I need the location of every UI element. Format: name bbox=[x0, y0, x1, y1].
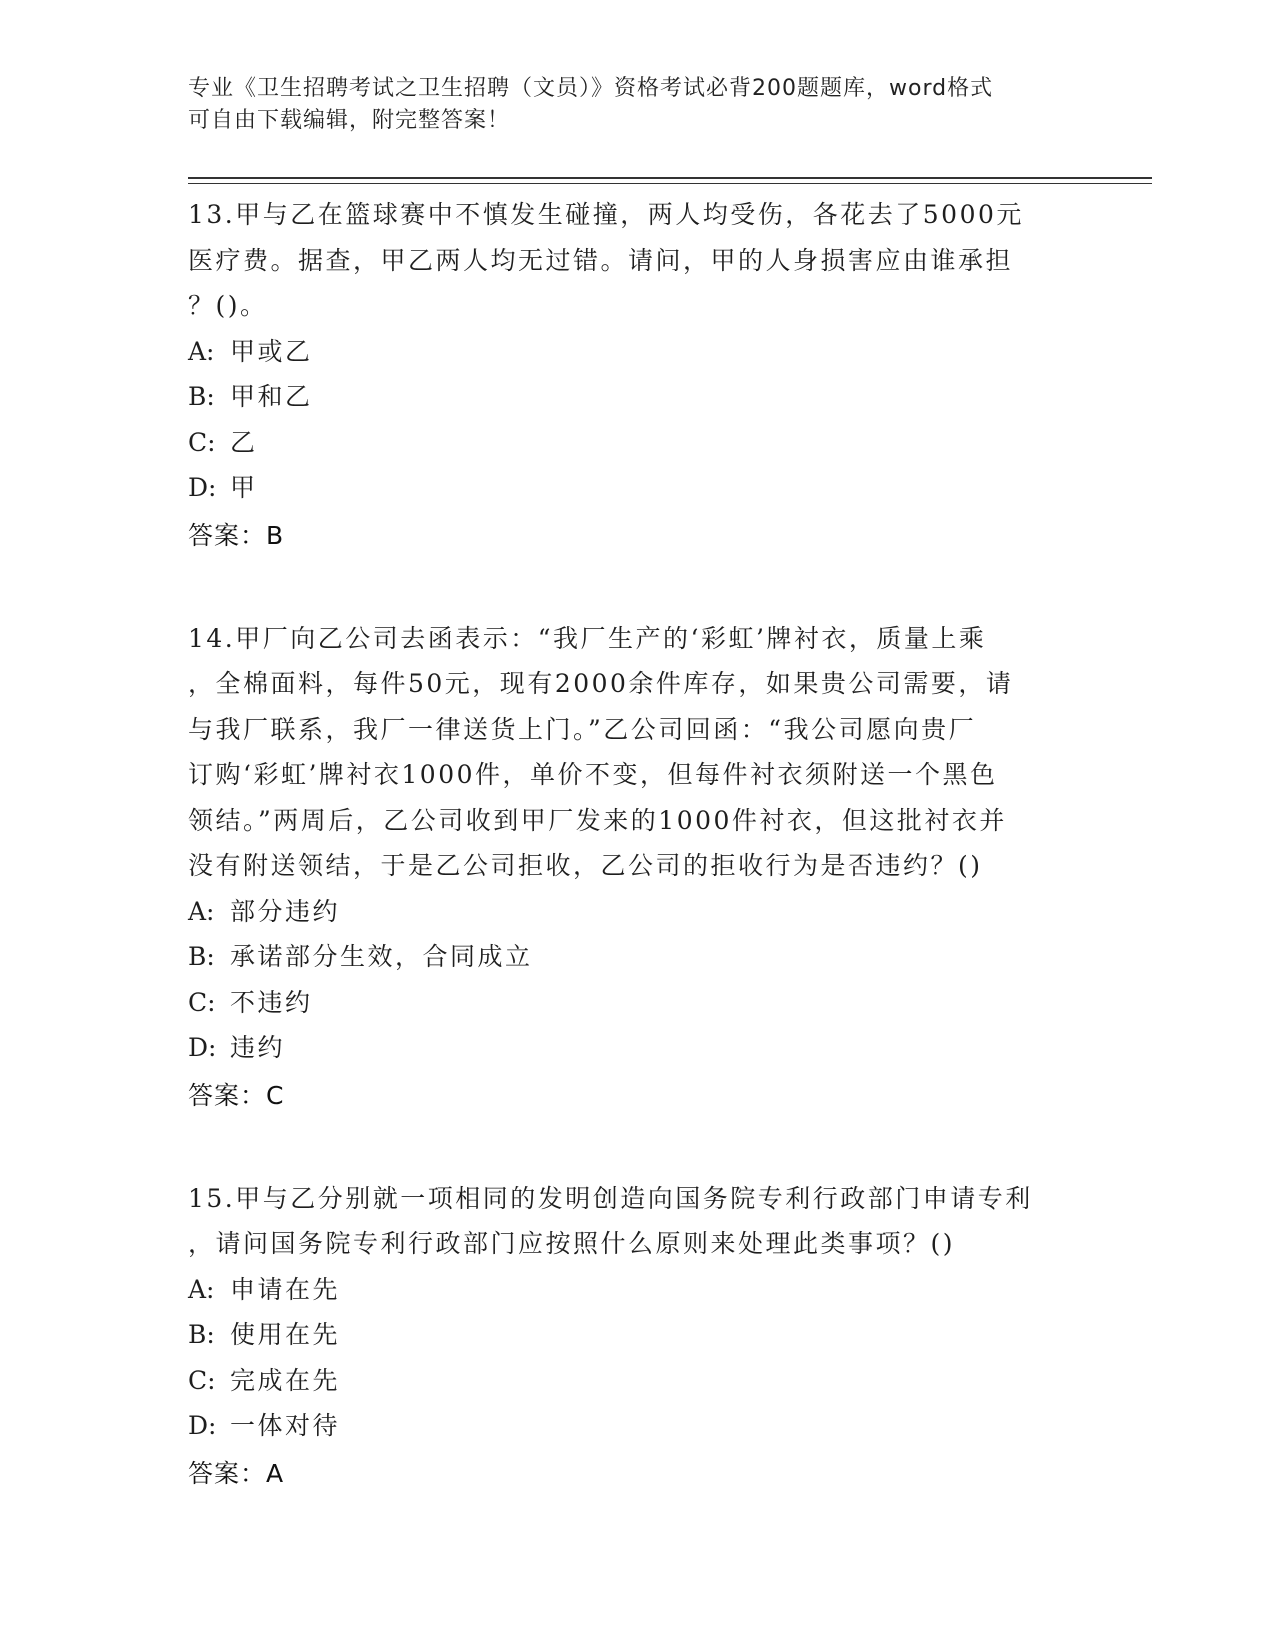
header-divider-thin bbox=[188, 183, 1152, 184]
stem-line: 15.甲与乙分别就一项相同的发明创造向国务院专利行政部门申请专利 bbox=[188, 1183, 1033, 1213]
option-text: 部分违约 bbox=[230, 896, 341, 926]
option-a bbox=[188, 329, 1088, 375]
answer-line: 答案：A bbox=[188, 1458, 285, 1488]
stem-line: ，全棉面料，每件50元，现有2000余件库存，如果贵公司需要，请 bbox=[188, 669, 1014, 698]
question-13 bbox=[188, 192, 1088, 558]
header-divider-thick bbox=[188, 177, 1152, 179]
header-line-2: 可自由下载编辑，附完整答案！ bbox=[188, 108, 511, 133]
option-text: 违约 bbox=[230, 1033, 286, 1062]
option-letter: D: bbox=[188, 1411, 217, 1440]
stem-line: 医疗费。据查，甲乙两人均无过错。请问，甲的人身损害应由谁承担 bbox=[188, 245, 1014, 275]
option-text: 乙 bbox=[230, 427, 258, 457]
option-c bbox=[188, 1358, 1088, 1404]
option-a bbox=[188, 1267, 1088, 1313]
question-15 bbox=[188, 1176, 1088, 1496]
header-line-1: 专业《卫生招聘考试之卫生招聘（文员）》资格考试必背200题题库，word格式 bbox=[188, 76, 994, 101]
option-letter: A: bbox=[188, 336, 215, 366]
stem-line: 与我厂联系，我厂一律送货上门。”乙公司回函：“我公司愿向贵厂 bbox=[188, 714, 977, 744]
option-letter: C: bbox=[188, 1365, 216, 1395]
option-letter: A: bbox=[188, 1274, 215, 1304]
stem-line: 订购‘彩虹’牌衬衣1000件，单价不变，但每件衬衣须附送一个黑色 bbox=[188, 760, 998, 789]
option-text: 一体对待 bbox=[230, 1411, 341, 1440]
option-b bbox=[188, 374, 1088, 420]
option-text: 甲和乙 bbox=[230, 382, 313, 411]
stem-line: ，请问国务院专利行政部门应按照什么原则来处理此类事项？() bbox=[188, 1229, 956, 1258]
option-text: 不违约 bbox=[230, 987, 313, 1017]
option-letter: C: bbox=[188, 987, 216, 1017]
question-list bbox=[188, 192, 1088, 1554]
option-d bbox=[188, 465, 1088, 511]
option-b bbox=[188, 1312, 1088, 1358]
option-text: 甲 bbox=[230, 473, 258, 502]
question-14 bbox=[188, 616, 1088, 1118]
question-stem bbox=[188, 1176, 1088, 1267]
stem-line: 领结。”两周后，乙公司收到甲厂发来的1000件衬衣，但这批衬衣并 bbox=[188, 805, 1007, 835]
option-text: 使用在先 bbox=[230, 1320, 341, 1349]
stem-line: 13.甲与乙在篮球赛中不慎发生碰撞，两人均受伤，各花去了5000元 bbox=[188, 200, 1024, 229]
option-d bbox=[188, 1025, 1088, 1071]
option-letter: B: bbox=[188, 1320, 215, 1349]
option-text: 甲或乙 bbox=[230, 336, 313, 366]
option-text: 承诺部分生效，合同成立 bbox=[230, 942, 533, 971]
option-letter: D: bbox=[188, 1033, 217, 1062]
option-letter: A: bbox=[188, 896, 215, 926]
stem-line: 没有附送领结，于是乙公司拒收，乙公司的拒收行为是否违约？() bbox=[188, 851, 983, 880]
stem-line: ？()。 bbox=[188, 291, 268, 320]
option-a bbox=[188, 889, 1088, 935]
option-c bbox=[188, 420, 1088, 466]
option-d bbox=[188, 1403, 1088, 1449]
option-text: 完成在先 bbox=[230, 1365, 341, 1395]
document-header bbox=[188, 73, 1068, 137]
option-c bbox=[188, 980, 1088, 1026]
question-stem bbox=[188, 616, 1088, 889]
option-letter: B: bbox=[188, 382, 215, 411]
option-letter: C: bbox=[188, 427, 216, 457]
option-text: 申请在先 bbox=[230, 1274, 341, 1304]
answer-line: 答案：C bbox=[188, 1080, 285, 1110]
answer-line: 答案：B bbox=[188, 520, 285, 550]
option-b bbox=[188, 934, 1088, 980]
stem-line: 14.甲厂向乙公司去函表示：“我厂生产的‘彩虹’牌衬衣，质量上乘 bbox=[188, 623, 987, 653]
option-letter: B: bbox=[188, 942, 215, 971]
question-stem bbox=[188, 192, 1088, 329]
option-letter: D: bbox=[188, 473, 217, 502]
